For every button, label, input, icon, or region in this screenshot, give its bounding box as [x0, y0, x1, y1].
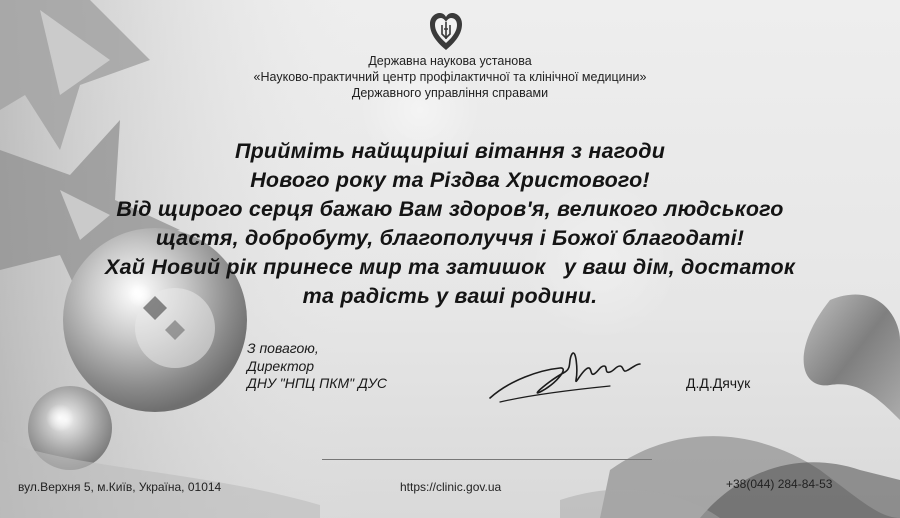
greeting-line: Прийміть найщиріші вітання з нагоди [234, 139, 666, 163]
greeting-line: Хай Новий рік принесе мир та затишок у ваш дім, достаток [105, 255, 795, 279]
clinic-emblem-icon [428, 10, 464, 52]
footer-phone: +38(044) 284-84-53 [726, 477, 833, 491]
signer-name: Д.Д.Дячук [686, 375, 751, 391]
signer-organization: ДНУ "НПЦ ПКМ" ДУС [247, 375, 387, 391]
regards-text: З повагою, [247, 340, 319, 356]
greeting-line: щастя, добробуту, благополуччя і Божої благодаті! [155, 226, 745, 250]
greeting-text [70, 137, 830, 311]
greeting-line: Нового року та Різдва Христового! [250, 168, 650, 192]
institution-type: Державна наукова установа [368, 54, 532, 68]
footer-address: вул.Верхня 5, м.Київ, Україна, 01014 [18, 480, 222, 494]
institution-header [170, 53, 730, 101]
footer-website-link[interactable]: https://clinic.gov.ua [400, 480, 502, 494]
signer-position: Директор [247, 357, 315, 374]
greeting-line: та радість у ваші родини. [302, 284, 598, 308]
greeting-line: Від щирого серця бажаю Вам здоров'я, великого людського [116, 197, 784, 221]
signature-block [247, 340, 387, 393]
footer-divider [322, 459, 652, 460]
handwritten-signature [480, 340, 650, 410]
institution-affiliation: Державного управління справами [351, 86, 549, 100]
institution-name: «Науково-практичний центр профілактичної та клінічної медицини» [253, 70, 647, 84]
